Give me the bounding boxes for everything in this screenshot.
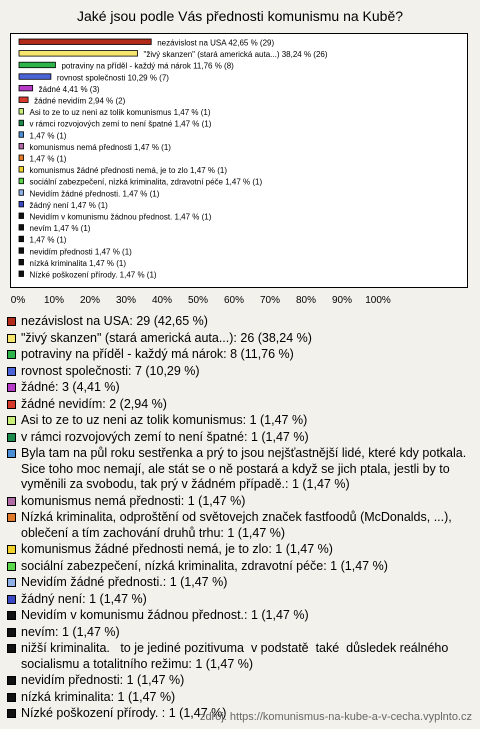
legend-swatch xyxy=(7,562,16,571)
legend-item xyxy=(7,430,473,446)
legend-swatch xyxy=(7,693,16,702)
x-tick-label-5: 50% xyxy=(187,295,209,306)
legend-label: nižší kriminalita. to je jediné pozitivuma v podstatě také důsledek reálného socialismu a totalitního režimu: 1 (1,47 %) xyxy=(21,641,456,671)
legend-swatch xyxy=(7,497,16,506)
legend-item xyxy=(7,364,473,380)
legend-swatch xyxy=(7,595,16,604)
legend-item xyxy=(7,641,473,672)
legend-swatch xyxy=(7,400,16,409)
bar-10 xyxy=(19,155,24,161)
legend-label: Byla tam na půl roku sestřenka a prý to jsou nejšťastnější lidé, které kdy potkala. Sice toho moc nemají, ale stát se o ně postará a když se jich ptala, jestli by to vyměnili za svobodu, tak prý v žádném případě.: 1 (1,47 %) xyxy=(21,446,470,491)
legend-label: Nízká kriminalita, odproštění od světovejch značek fastfoodů (McDonalds, ...), oblečení a tím zachování druhů trhu: 1 (1,47 %) xyxy=(21,510,456,540)
legend-item xyxy=(7,608,473,624)
legend-swatch xyxy=(7,578,16,587)
x-tick-label-3: 30% xyxy=(115,295,137,306)
bar-1 xyxy=(19,51,138,57)
x-tick-label-8: 80% xyxy=(295,295,317,306)
legend-item xyxy=(7,592,473,608)
bar-label-16: nevím 1,47 % (1) xyxy=(29,224,91,234)
legend-item xyxy=(7,347,473,363)
legend-swatch xyxy=(7,644,16,653)
bar-label-7: v rámci rozvojových zemí to není špatné 1,47 % (1) xyxy=(29,119,212,129)
legend-label: nezávislost na USA: 29 (42,65 %) xyxy=(21,314,208,328)
legend-swatch xyxy=(7,676,16,685)
bar-16 xyxy=(19,225,24,231)
bar-label-15: Nevidím v komunismu žádnou přednost. 1,47 % (1) xyxy=(29,212,212,222)
bar-label-12: sociální zabezpečení, nízká kriminalita, zdravotní péče 1,47 % (1) xyxy=(29,177,263,187)
legend-item xyxy=(7,575,473,591)
legend-label: Nevidím žádné přednosti.: 1 (1,47 %) xyxy=(21,575,228,589)
legend-swatch xyxy=(7,383,16,392)
bar-11 xyxy=(19,167,24,173)
legend-swatch xyxy=(7,513,16,522)
x-tick-label-1: 10% xyxy=(43,295,65,306)
legend-item xyxy=(7,446,473,493)
chart-title: Jaké jsou podle Vás přednosti komunismu na Kubě? xyxy=(76,8,404,24)
legend-label: žádný není: 1 (1,47 %) xyxy=(21,591,147,606)
bar-0 xyxy=(19,39,151,45)
legend-label: komunismus nemá přednosti: 1 (1,47 %) xyxy=(21,493,246,508)
legend-label: žádné: 3 (4,41 %) xyxy=(21,380,120,394)
legend-label: rovnost společnosti: 7 (10,29 %) xyxy=(21,363,200,378)
legend-swatch xyxy=(7,611,16,620)
x-tick-label-10: 100% xyxy=(365,295,391,306)
bar-label-20: Nízké poškození přírody. 1,47 % (1) xyxy=(29,270,157,280)
bar-9 xyxy=(19,143,24,149)
legend-label: potraviny na příděl - každý má nárok: 8 (11,76 %) xyxy=(21,347,294,361)
bar-5 xyxy=(19,97,28,103)
legend-swatch xyxy=(7,350,16,359)
legend-item xyxy=(7,625,473,641)
bar-label-0: nezávislost na USA 42,65 % (29) xyxy=(157,38,275,48)
bar-2 xyxy=(19,62,55,67)
bar-13 xyxy=(19,190,24,196)
legend-swatch xyxy=(7,317,16,326)
bar-label-11: komunismus žádné přednosti nemá, je to zlo 1,47 % (1) xyxy=(29,166,227,176)
bar-label-6: Asi to ze to uz neni az tolik komunismus 1,47 % (1) xyxy=(29,108,211,118)
bar-14 xyxy=(19,201,24,207)
bar-6 xyxy=(19,109,24,115)
legend-swatch xyxy=(7,449,16,458)
bar-label-18: nevidím přednosti 1,47 % (1) xyxy=(29,247,132,257)
bar-4 xyxy=(19,85,33,91)
legend-item xyxy=(7,494,473,510)
bar-label-19: nízká kriminalita 1,47 % (1) xyxy=(29,258,127,268)
bar-18 xyxy=(19,248,24,254)
bar-label-1: "živý skanzen" (stará americká auta...) 38,24 % (26) xyxy=(143,50,328,60)
bar-label-2: potraviny na příděl - každý má nárok 11,76 % (8) xyxy=(61,61,234,71)
legend-label: komunismus žádné přednosti nemá, je to zlo: 1 (1,47 %) xyxy=(21,542,333,556)
legend xyxy=(7,314,473,723)
x-tick-label-7: 70% xyxy=(259,295,281,306)
legend-item xyxy=(7,413,473,429)
legend-label: sociální zabezpečení, nízká kriminalita, zdravotní péče: 1 (1,47 %) xyxy=(21,558,388,573)
source-note: zdroj: https://komunismus-na-kube-a-v-cecha.vyplnto.cz xyxy=(199,711,472,723)
bar-label-5: žádné nevidím 2,94 % (2) xyxy=(34,96,126,106)
legend-item xyxy=(7,690,473,706)
legend-label: Nízké poškození přírody. : 1 (1,47 %) xyxy=(21,706,227,720)
bar-label-9: komunismus nemá přednosti 1,47 % (1) xyxy=(29,142,171,152)
bar-3 xyxy=(19,74,51,80)
legend-label: v rámci rozvojových zemí to není špatné: 1 (1,47 %) xyxy=(21,429,309,444)
x-tick-label-2: 20% xyxy=(79,295,101,306)
legend-swatch xyxy=(7,334,16,343)
bar-17 xyxy=(19,236,24,242)
legend-label: nevidím přednosti: 1 (1,47 %) xyxy=(21,673,185,687)
legend-label: Nevidím v komunismu žádnou přednost.: 1 (1,47 %) xyxy=(21,608,309,622)
legend-label: nízká kriminalita: 1 (1,47 %) xyxy=(21,689,176,704)
legend-item xyxy=(7,510,473,541)
bar-19 xyxy=(19,259,24,265)
bar-label-8: 1,47 % (1) xyxy=(29,131,67,141)
bar-label-4: žádné 4,41 % (3) xyxy=(38,84,100,94)
legend-swatch xyxy=(7,416,16,425)
x-tick-label-9: 90% xyxy=(331,295,353,306)
x-axis-ticks xyxy=(0,290,480,312)
legend-item xyxy=(7,397,473,413)
legend-swatch xyxy=(7,545,16,554)
legend-swatch xyxy=(7,628,16,637)
legend-item xyxy=(7,559,473,575)
legend-label: nevím: 1 (1,47 %) xyxy=(21,624,120,639)
bar-7 xyxy=(19,120,24,126)
x-tick-label-0: 0% xyxy=(10,295,26,306)
legend-item xyxy=(7,314,473,330)
bar-label-13: Nevidím žádné přednosti. 1,47 % (1) xyxy=(29,189,160,199)
x-tick-label-4: 40% xyxy=(151,295,173,306)
x-tick-label-6: 60% xyxy=(223,295,245,306)
bar-chart xyxy=(11,34,469,289)
bar-8 xyxy=(19,132,24,138)
bar-20 xyxy=(19,271,24,277)
bar-label-3: rovnost společnosti 10,29 % (7) xyxy=(56,73,169,83)
legend-swatch xyxy=(7,433,16,442)
legend-label: Asi to ze to uz neni az tolik komunismus: 1 (1,47 %) xyxy=(21,413,308,427)
bar-12 xyxy=(19,178,24,184)
legend-item xyxy=(7,542,473,558)
legend-swatch xyxy=(7,709,16,718)
bar-label-10: 1,47 % (1) xyxy=(29,154,67,164)
legend-item xyxy=(7,380,473,396)
legend-label: "živý skanzen" (stará americká auta...): 26 (38,24 %) xyxy=(21,330,312,345)
legend-item xyxy=(7,331,473,347)
legend-item xyxy=(7,673,473,689)
plot-area xyxy=(10,33,468,288)
bar-label-14: žádný není 1,47 % (1) xyxy=(29,200,108,210)
bar-15 xyxy=(19,213,24,219)
legend-swatch xyxy=(7,367,16,376)
bar-label-17: 1,47 % (1) xyxy=(29,235,67,245)
legend-label: žádné nevidím: 2 (2,94 %) xyxy=(21,396,167,411)
